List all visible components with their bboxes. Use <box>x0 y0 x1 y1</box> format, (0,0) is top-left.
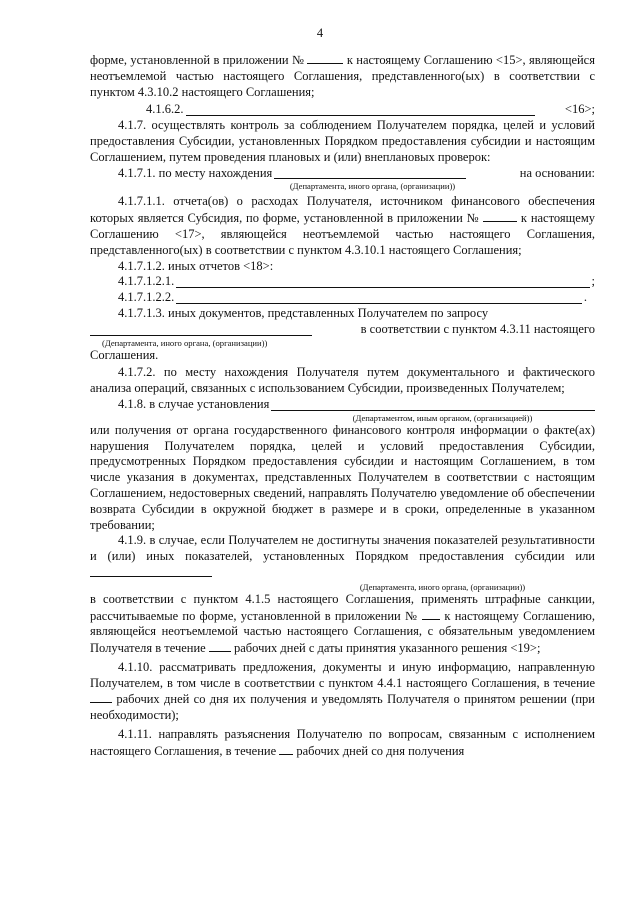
blank-line <box>176 275 589 288</box>
blank-days <box>209 640 231 652</box>
caption: (Департамента, иного органа, (организации)) <box>289 181 456 192</box>
paragraph-4-1-7-1-2: 4.1.7.1.2. иных отчетов <18>: <box>118 258 274 273</box>
paragraph-4-1-8: 4.1.8. в случае установления (Департаментом, иным органом, (организацией)) или получения от органа государственного финансового контроля информации о факте(ах) нарушения Получателем порядка, целей и условий предоставления Субсидии, предусмотренных Порядком предоставления субсидии и настоящим Соглашением, в том числе указания в документах, представленных Получателем в соответствии с настоящим Соглашением, недостоверных сведений, направлять Получателю уведомление об обеспечении возврата Субсидии в окружной бюджет в размере и в сроки, определенные в указанном требовании; <box>90 396 595 532</box>
caption: (Департамента, иного органа, (организации)) <box>359 581 526 592</box>
blank-line <box>271 398 595 411</box>
blank-line <box>274 166 466 179</box>
paragraph-4-1-7: 4.1.7. осуществлять контроль за соблюдением Получателем порядка, целей и условий предоставления Субсидии, установленных Порядком предоставления субсидии и настоящим Соглашением, путем проведения плановых и (или) внеплановых проверок: <box>90 118 595 164</box>
paragraph-4-1-7-2: 4.1.7.2. по месту нахождения Получателя путем документального и фактического анализа операций, связанных с использованием Субсидии, произведенных Получателем; <box>90 365 595 396</box>
paragraph-4-1-6-2: 4.1.6.2. <16>; <box>146 102 595 117</box>
blank-days <box>279 743 293 755</box>
blank-appendix-number <box>307 52 343 64</box>
paragraph-4-1-7-1-3: 4.1.7.1.3. иных документов, представленных Получателем по запросу в соответствии с пунктом 4.3.11 настоящего (Департамента, иного органа, (организации)) Соглашения. <box>90 305 595 362</box>
paragraph-4-1-10: 4.1.10. рассматривать предложения, документы и иную информацию, направленную Получателем, в том числе в соответствии с пунктом 4.4.1 настоящего Соглашения, в течение рабочих дней со дня их получения и уведомлять Получателя о принятом решении (при необходимости); <box>90 659 595 723</box>
paragraph-4-1-7-1-2-2: 4.1.7.1.2.2. . <box>118 290 587 305</box>
paragraph-4-1-7-1-2-1: 4.1.7.1.2.1. ; <box>118 274 595 289</box>
paragraph-4-1-7-1: 4.1.7.1. по месту нахождения на основании: (Департамента, иного органа, (организации)) <box>90 166 595 192</box>
blank-line <box>90 323 312 336</box>
blank-appendix-number <box>422 608 440 620</box>
document-body <box>90 52 595 760</box>
paragraph-4-1-11: 4.1.11. направлять разъяснения Получателю по вопросам, связанным с исполнением настоящего Соглашения, в течение рабочих дней со дня получения <box>90 727 595 758</box>
caption: (Департаментом, иным органом, (организацией)) <box>352 412 533 423</box>
blank-line <box>176 291 582 304</box>
caption: (Департамента, иного органа, (организации)) <box>102 337 268 348</box>
paragraph-4-1-9: 4.1.9. в случае, если Получателем не достигнуты значения показателей результативности и (или) иных показателей, установленных Порядком предоставления субсидии или (Департамента, иного органа, (организации)) в соответствии с пунктом 4.1.5 настоящего Соглашения, применять штрафные санкции, рассчитываемые по форме, установленной в приложении № к настоящему Соглашению, являющейся неотъемлемой частью настоящего Соглашения, с обязательным уведомлением Получателя в течение рабочих дней с даты принятия указанного решения <19>; <box>90 533 595 656</box>
paragraph-4-1-7-1-1: 4.1.7.1.1. отчета(ов) о расходах Получателя, источником финансового обеспечения которых является Субсидия, по форме, установленной в приложении № к настоящему Соглашению <17>, являющейся неотъемлемой частью настоящего Соглашения, представленного(ых) в соответствии с пунктом 4.3.10.1 настоящего Соглашения; <box>90 194 596 257</box>
paragraph-4-1-6-1-cont: форме, установленной в приложении № к настоящему Соглашению <15>, являющейся неотъемлемой частью настоящего Соглашения, представленного(ых) в соответствии с пунктом 4.3.10.2 настоящего Соглашения; <box>90 53 595 99</box>
blank-line <box>90 565 212 577</box>
page-number: 4 <box>316 26 324 40</box>
blank-days <box>90 691 112 703</box>
blank-appendix-number <box>483 210 517 222</box>
blank-line <box>186 103 535 116</box>
